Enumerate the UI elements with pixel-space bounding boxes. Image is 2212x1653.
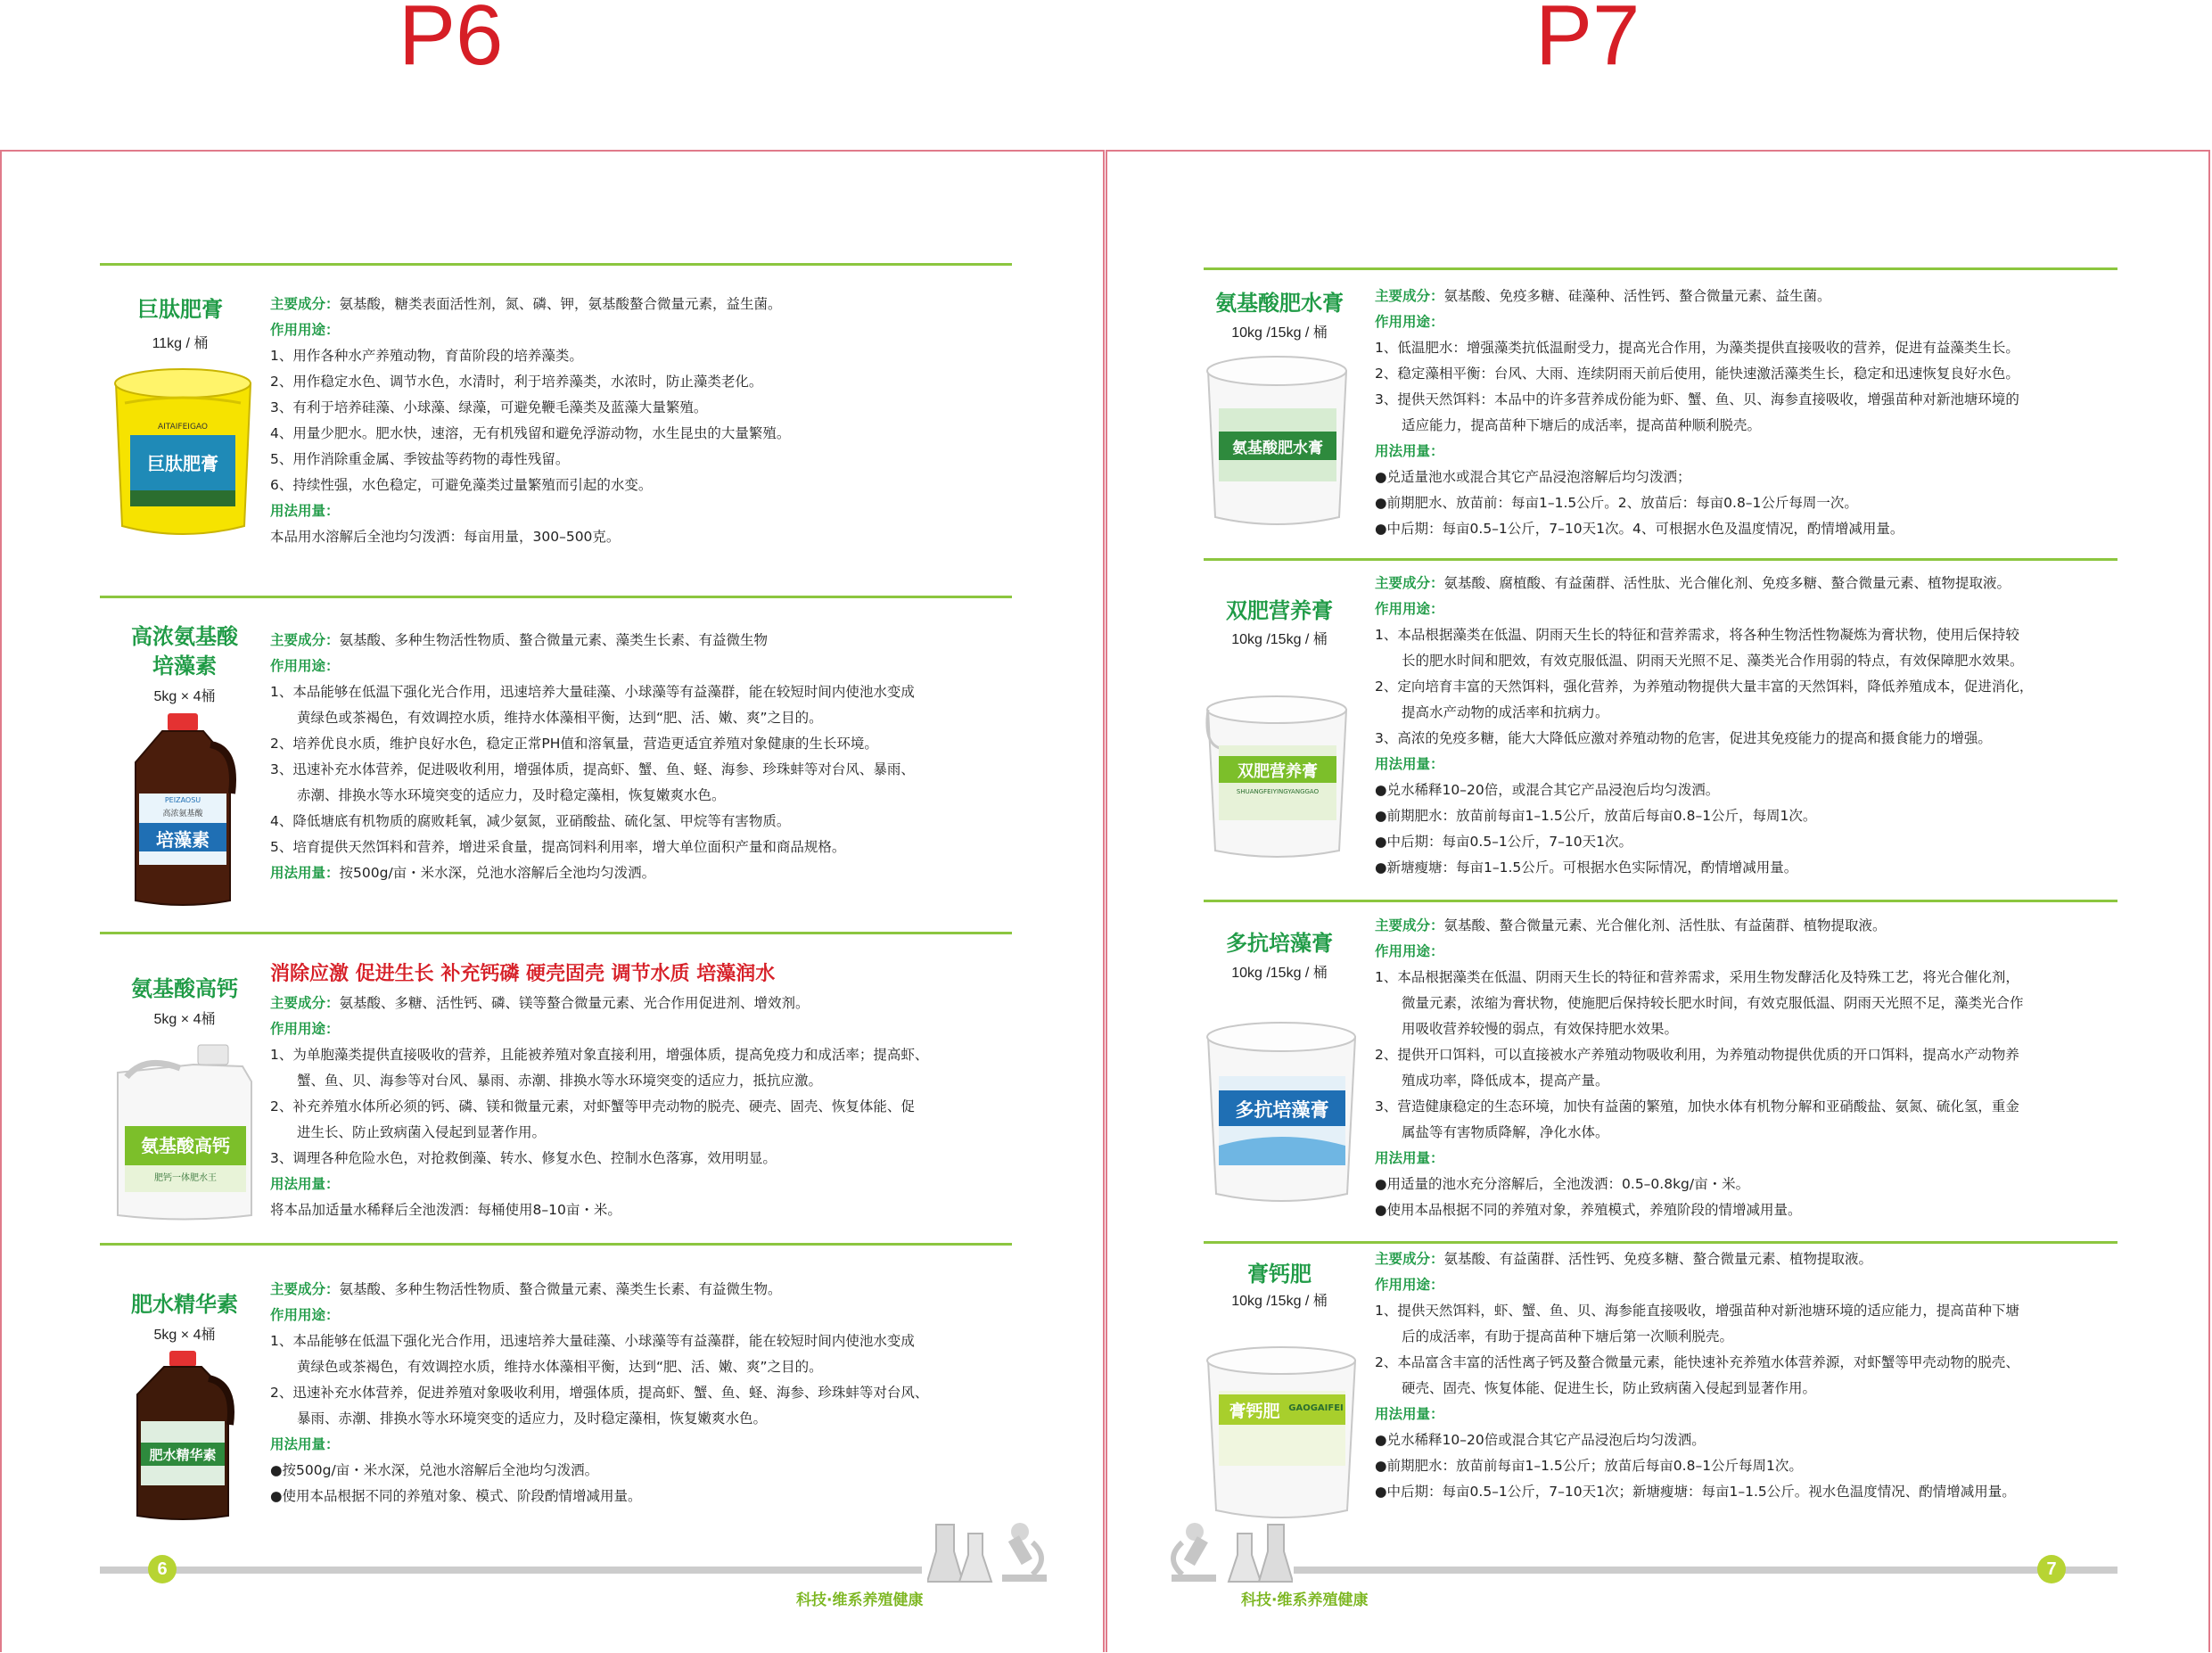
section-divider — [1204, 900, 2117, 902]
dose-line: ●前期肥水：放苗前每亩1–1.5公斤，放苗后每亩0.8–1公斤，每周1次。 — [1375, 808, 1817, 824]
dose-line: ●中后期：每亩0.5–1公斤，7–10天1次。 — [1375, 834, 1632, 850]
use-line: 3、提供天然饵料：本品中的许多营养成份能为虾、蟹、鱼、贝、海参直接吸收，增强苗种对新池塘环境的 — [1375, 391, 2019, 407]
label-product-name: 氨基酸肥水膏 — [1232, 440, 1323, 457]
product-spec: 10kg /15kg / 桶 — [1231, 1294, 1328, 1309]
product-image-bucket-white — [1199, 687, 1355, 868]
label-sub: 高浓氨基酸 — [162, 810, 203, 818]
product-description — [1375, 1246, 2019, 1505]
dose-label: 用法用量： — [270, 1176, 340, 1192]
section-divider — [1204, 267, 2117, 270]
main-label: 主要成分： — [270, 632, 340, 648]
use-line: 黄绿色或茶褐色，有效调控水质，维持水体藻相平衡，达到“肥、活、嫩、爽”之目的。 — [297, 710, 823, 726]
use-label: 作用用途： — [270, 1307, 340, 1323]
product-image-jug-white — [109, 1041, 260, 1228]
use-label: 作用用途： — [270, 658, 340, 674]
product-name-line2: 培藻素 — [152, 654, 217, 678]
dose-line: ●用适量的池水充分溶解后，全池泼洒：0.5–0.8kg/亩・米。 — [1375, 1176, 1750, 1192]
footer-slogan: 科技·维系养殖健康 — [1241, 1591, 1369, 1609]
label-product-name: 氨基酸高钙 — [141, 1135, 230, 1156]
use-line: 赤潮、排换水等水环境突变的适应力，及时稳定藻相，恢复嫩爽水色。 — [297, 787, 726, 803]
label-brand: AITAIFEIGAO — [158, 423, 208, 432]
use-line: 5、培育提供天然饵料和营养，增进采食量，提高饲料利用率，增大单位面积产量和商品规格。 — [270, 839, 846, 855]
main-label: 主要成分： — [1375, 1251, 1444, 1267]
section-divider — [1204, 1241, 2117, 1244]
label-product-name: 双肥营养膏 — [1238, 762, 1318, 781]
main-ingredients: 氨基酸、有益菌群、活性钙、免疫多糖、螯合微量元素、植物提取液。 — [1443, 1251, 1873, 1267]
dose-label: 用法用量： — [1375, 1406, 1444, 1422]
dose-line: ●前期肥水、放苗前：每亩1–1.5公斤。2、放苗后：每亩0.8–1公斤每周一次。 — [1375, 495, 1858, 511]
flask-microscope-icon — [927, 1516, 1052, 1587]
use-label: 作用用途： — [270, 1021, 340, 1037]
product-image-bucket-white — [1199, 1012, 1364, 1212]
label-product-name: 巨肽肥膏 — [147, 453, 218, 474]
product-image-bucket-yellow — [105, 357, 261, 547]
product-spec: 5kg × 4桶 — [153, 689, 216, 704]
dose-label: 用法用量： — [1375, 756, 1444, 772]
use-line: 2、定向培育丰富的天然饵料，强化营养，为养殖动物提供大量丰富的天然饵料，降低养殖成本，促进消化， — [1375, 678, 2034, 695]
main-label: 主要成分： — [1375, 575, 1444, 591]
footer-bar — [100, 1567, 922, 1574]
dose-line: ●使用本品根据不同的养殖对象，养殖模式，养殖阶段的情增减用量。 — [1375, 1202, 1802, 1218]
main-label: 主要成分： — [270, 995, 340, 1011]
main-ingredients: 氨基酸、多种生物活性物质、螯合微量元素、藻类生长素、有益微生物。 — [339, 1281, 782, 1297]
label-sub: 肥钙一体肥水王 — [154, 1173, 217, 1183]
dose-line: ●中后期：每亩0.5–1公斤，7–10天1次；新塘瘦塘：每亩1–1.5公斤。视水色温度情况、酌情增减用量。 — [1375, 1484, 2016, 1500]
dose-line: ●新塘瘦塘：每亩1–1.5公斤。可根据水色实际情况，酌情增减用量。 — [1375, 859, 1798, 876]
product-name: 双肥营养膏 — [1226, 598, 1333, 623]
dose-line: ●使用本品根据不同的养殖对象、模式、阶段酌情增减用量。 — [270, 1488, 642, 1504]
dose-line: ●兑适量池水或混合其它产品浸泡溶解后均匀泼洒； — [1375, 469, 1691, 485]
use-line: 1、提供天然饵料，虾、蟹、鱼、贝、海参能直接吸收，增强苗种对新池塘环境的适应能力，提高苗种下塘 — [1375, 1303, 2019, 1319]
product-spec: 10kg /15kg / 桶 — [1231, 966, 1328, 981]
use-line: 3、高浓的免疫多糖，能大大降低应激对养殖动物的危害，促进其免疫能力的提高和摄食能力的增强。 — [1375, 730, 1992, 746]
use-line: 进生长、防止致病菌入侵起到显著作用。 — [297, 1124, 547, 1140]
product-description — [270, 292, 790, 550]
dose-line: ●中后期：每亩0.5–1公斤，7–10天1次。4、可根据水色及温度情况，酌情增减用量。 — [1375, 521, 1904, 537]
dose-label: 用法用量： — [1375, 1150, 1444, 1166]
page-label-right: P7 — [1535, 0, 1640, 83]
main-ingredients: 氨基酸、多糖、活性钙、磷、镁等螯合微量元素、光合作用促进剂、增效剂。 — [339, 995, 810, 1011]
use-label: 作用用途： — [1375, 943, 1444, 959]
label-product-name: 肥水精华素 — [149, 1447, 217, 1463]
footer-bar — [1294, 1567, 2117, 1574]
product-name: 肥水精华素 — [131, 1292, 238, 1317]
product-image-bottle-brown — [125, 1348, 241, 1526]
use-line: 2、提供开口饵料，可以直接被水产养殖动物吸收利用，为养殖动物提供优质的开口饵料，提高水产动物养 — [1375, 1047, 2019, 1063]
product-image-bottle-brown — [125, 709, 241, 913]
use-line: 1、本品能够在低温下强化光合作用，迅速培养大量硅藻、小球藻等有益藻群，能在较短时间内使池水变成 — [270, 1333, 915, 1349]
use-line: 3、有利于培养硅藻、小球藻、绿藻，可避免鞭毛藻类及蓝藻大量繁殖。 — [270, 399, 708, 415]
section-divider — [100, 932, 1012, 934]
dose-line: 将本品加适量水稀释后全池泼洒：每桶使用8–10亩・米。 — [270, 1202, 621, 1218]
use-line: 后的成活率，有助于提高苗种下塘后第一次顺利脱壳。 — [1402, 1328, 1734, 1345]
main-label: 主要成分： — [270, 1281, 340, 1297]
use-label: 作用用途： — [1375, 1277, 1444, 1293]
product-name: 多抗培藻膏 — [1226, 931, 1333, 956]
product-image-bucket-white — [1199, 1337, 1364, 1528]
product-name: 氨基酸肥水膏 — [1215, 291, 1344, 316]
page-number: 7 — [2037, 1555, 2066, 1583]
use-line: 2、迅速补充水体营养，促进养殖对象吸收利用，增强体质，提高虾、蟹、鱼、蛏、海参、珍珠蚌等对台风、 — [270, 1385, 929, 1401]
use-line: 4、用量少肥水。肥水快，速溶，无有机残留和避免浮游动物，水生昆虫的大量繁殖。 — [270, 425, 791, 441]
microscope-flask-icon — [1168, 1516, 1293, 1587]
lab-icons — [1168, 1516, 1293, 1591]
dose-label: 用法用量： — [1375, 443, 1444, 459]
use-line: 殖成功率，降低成本，提高产量。 — [1402, 1073, 1609, 1089]
use-line: 微量元素，浓缩为膏状物，使施肥后保持较长肥水时间，有效克服低温、阴雨天光照不足，藻类光合作 — [1402, 995, 2024, 1011]
product-name: 高浓氨基酸 — [131, 624, 238, 649]
use-line: 1、为单胞藻类提供直接吸收的营养，且能被养殖对象直接利用，增强体质，提高免疫力和成活率；提高虾、 — [270, 1047, 929, 1063]
use-line: 3、调理各种危险水色，对抢救倒藻、转水、修复水色、控制水色落寡，效用明显。 — [270, 1150, 777, 1166]
use-line: 1、本品根据藻类在低温、阴雨天生长的特征和营养需求，将各种生物活性物凝炼为膏状物，使用后保持较 — [1375, 627, 2019, 643]
use-label: 作用用途： — [270, 322, 340, 338]
dose-line: ●前期肥水：放苗前每亩1–1.5公斤；放苗后每亩0.8–1公斤每周1次。 — [1375, 1458, 1803, 1474]
main-label: 主要成分： — [1375, 917, 1444, 933]
product-name: 巨肽肥膏 — [137, 297, 223, 322]
product-description — [270, 1277, 928, 1509]
use-line: 黄绿色或茶褐色，有效调控水质，维持水体藻相平衡，达到“肥、活、嫩、爽”之目的。 — [297, 1359, 823, 1375]
product-name: 膏钙肥 — [1247, 1262, 1312, 1287]
label-brand: PEIZAOSU — [164, 796, 201, 804]
use-line: 提高水产动物的成活率和抗病力。 — [1402, 704, 1609, 720]
label-sub: GAOGAIFEI — [1288, 1403, 1344, 1413]
product-slogan: 消除应激 促进生长 补充钙磷 硬壳固壳 调节水质 培藻润水 — [270, 963, 776, 985]
use-line: 1、用作各种水产养殖动物，育苗阶段的培养藻类。 — [270, 348, 583, 364]
dose-line: ●兑水稀释10–20倍，或混合其它产品浸泡后均匀泼洒。 — [1375, 782, 1720, 798]
main-label: 主要成分： — [270, 296, 340, 312]
use-line: 适应能力，提高苗种下塘后的成活率，提高苗种顺利脱壳。 — [1402, 417, 1762, 433]
use-line: 2、稳定藻相平衡：台风、大雨、连续阴雨天前后使用，能快速激活藻类生长，稳定和迅速恢复良好水色。 — [1375, 366, 2019, 382]
lab-icons — [927, 1516, 1052, 1591]
label-product-name: 多抗培藻膏 — [1235, 1099, 1329, 1121]
dose-label: 用法用量： — [270, 865, 340, 881]
use-label: 作用用途： — [1375, 601, 1444, 617]
use-line: 1、低温肥水：增强藻类抗低温耐受力，提高光合作用，为藻类提供直接吸收的营养，促进有益藻类生长。 — [1375, 340, 2019, 356]
label-sub: SHUANGFEIYINGYANGGAO — [1236, 788, 1320, 795]
use-line: 2、培养优良水质，维护良好水色，稳定正常PH值和溶氧量，营造更适宜养殖对象健康的生长环境。 — [270, 736, 878, 752]
dose-label: 用法用量： — [270, 1436, 340, 1452]
product-description — [1375, 913, 2024, 1223]
product-description — [1375, 571, 2033, 881]
label-product-name: 膏钙肥 — [1229, 1402, 1280, 1421]
use-line: 3、营造健康稳定的生态环境，加快有益菌的繁殖，加快水体有机物分解和亚硝酸盐、氨氮、硫化氢，重金 — [1375, 1098, 2019, 1114]
dose-line: 本品用水溶解后全池均匀泼洒：每亩用量，300–500克。 — [270, 529, 621, 545]
use-line: 1、本品能够在低温下强化光合作用，迅速培养大量硅藻、小球藻等有益藻群，能在较短时间内使池水变成 — [270, 684, 915, 700]
product-description — [1375, 284, 2019, 542]
product-description — [270, 958, 928, 1223]
product-name: 氨基酸高钙 — [131, 976, 238, 1001]
use-line: 蟹、鱼、贝、海参等对台风、暴雨、赤潮、排换水等水环境突变的适应力，抵抗应激。 — [297, 1073, 823, 1089]
dose-line: 按500g/亩・米水深，兑池水溶解后全池均匀泼洒。 — [339, 865, 656, 881]
use-label: 作用用途： — [1375, 314, 1444, 330]
dose-label: 用法用量： — [270, 503, 340, 519]
page-number: 6 — [148, 1555, 177, 1583]
use-line: 长的肥水时间和肥效，有效克服低温、阴雨天光照不足、藻类光合作用弱的特点，有效保障肥水效果。 — [1402, 653, 2024, 669]
product-spec: 11kg / 桶 — [152, 336, 209, 351]
product-spec: 5kg × 4桶 — [153, 1328, 216, 1343]
use-line: 1、本品根据藻类在低温、阴雨天生长的特征和营养需求，采用生物发酵活化及特殊工艺，将光合催化剂， — [1375, 969, 2019, 985]
use-line: 4、降低塘底有机物质的腐败耗氧，减少氨氮，亚硝酸盐、硫化氢、甲烷等有害物质。 — [270, 813, 791, 829]
use-line: 3、迅速补充水体营养，促进吸收利用，增强体质，提高虾、蟹、鱼、蛏、海参、珍珠蚌等对台风、暴雨、 — [270, 761, 915, 777]
main-label: 主要成分： — [1375, 288, 1444, 304]
main-ingredients: 氨基酸、多种生物活性物质、螯合微量元素、藻类生长素、有益微生物 — [339, 632, 769, 648]
use-line: 2、本品富含丰富的活性离子钙及螯合微量元素，能快速补充养殖水体营养源，对虾蟹等甲壳动物的脱壳、 — [1375, 1354, 2019, 1370]
main-ingredients: 氨基酸、腐植酸、有益菌群、活性肽、光合催化剂、免疫多糖、螯合微量元素、植物提取液。 — [1443, 575, 2011, 591]
section-divider — [100, 1243, 1012, 1246]
use-line: 用吸收营养较慢的弱点，有效保持肥水效果。 — [1402, 1021, 1679, 1037]
product-spec: 5kg × 4桶 — [153, 1012, 216, 1027]
use-line: 2、补充养殖水体所必须的钙、磷、镁和微量元素，对虾蟹等甲壳动物的脱壳、硬壳、固壳、恢复体能、促 — [270, 1098, 915, 1114]
dose-line: ●按500g/亩・米水深，兑池水溶解后全池均匀泼洒。 — [270, 1462, 599, 1478]
product-spec: 10kg /15kg / 桶 — [1231, 325, 1328, 341]
section-divider — [100, 596, 1012, 598]
section-divider — [100, 263, 1012, 266]
use-line: 属盐等有害物质降解，净化水体。 — [1402, 1124, 1609, 1140]
use-line: 6、持续性强，水色稳定，可避免藻类过量繁殖而引起的水变。 — [270, 477, 653, 493]
use-line: 硬壳、固壳、恢复体能、促进生长，防止致病菌入侵起到显著作用。 — [1402, 1380, 1817, 1396]
product-image-bucket-white — [1199, 346, 1355, 537]
main-ingredients: 氨基酸，糖类表面活性剂，氮、磷、钾，氨基酸螯合微量元素，益生菌。 — [339, 296, 782, 312]
footer-slogan: 科技·维系养殖健康 — [796, 1591, 924, 1609]
page-label-left: P6 — [399, 0, 504, 83]
section-divider — [1204, 558, 2117, 561]
product-spec: 10kg /15kg / 桶 — [1231, 632, 1328, 647]
main-ingredients: 氨基酸、螯合微量元素、光合催化剂、活性肽、有益菌群、植物提取液。 — [1443, 917, 1887, 933]
label-product-name: 培藻素 — [156, 829, 210, 851]
dose-line: ●兑水稀释10–20倍或混合其它产品浸泡后均匀泼洒。 — [1375, 1432, 1706, 1448]
use-line: 2、用作稳定水色、调节水色，水清时，利于培养藻类，水浓时，防止藻类老化。 — [270, 374, 763, 390]
main-ingredients: 氨基酸、免疫多糖、硅藻种、活性钙、螯合微量元素、益生菌。 — [1443, 288, 1831, 304]
use-line: 暴雨、赤潮、排换水等水环境突变的适应力，及时稳定藻相，恢复嫩爽水色。 — [297, 1410, 768, 1427]
use-line: 5、用作消除重金属、季铵盐等药物的毒性残留。 — [270, 451, 570, 467]
product-description — [270, 628, 915, 886]
